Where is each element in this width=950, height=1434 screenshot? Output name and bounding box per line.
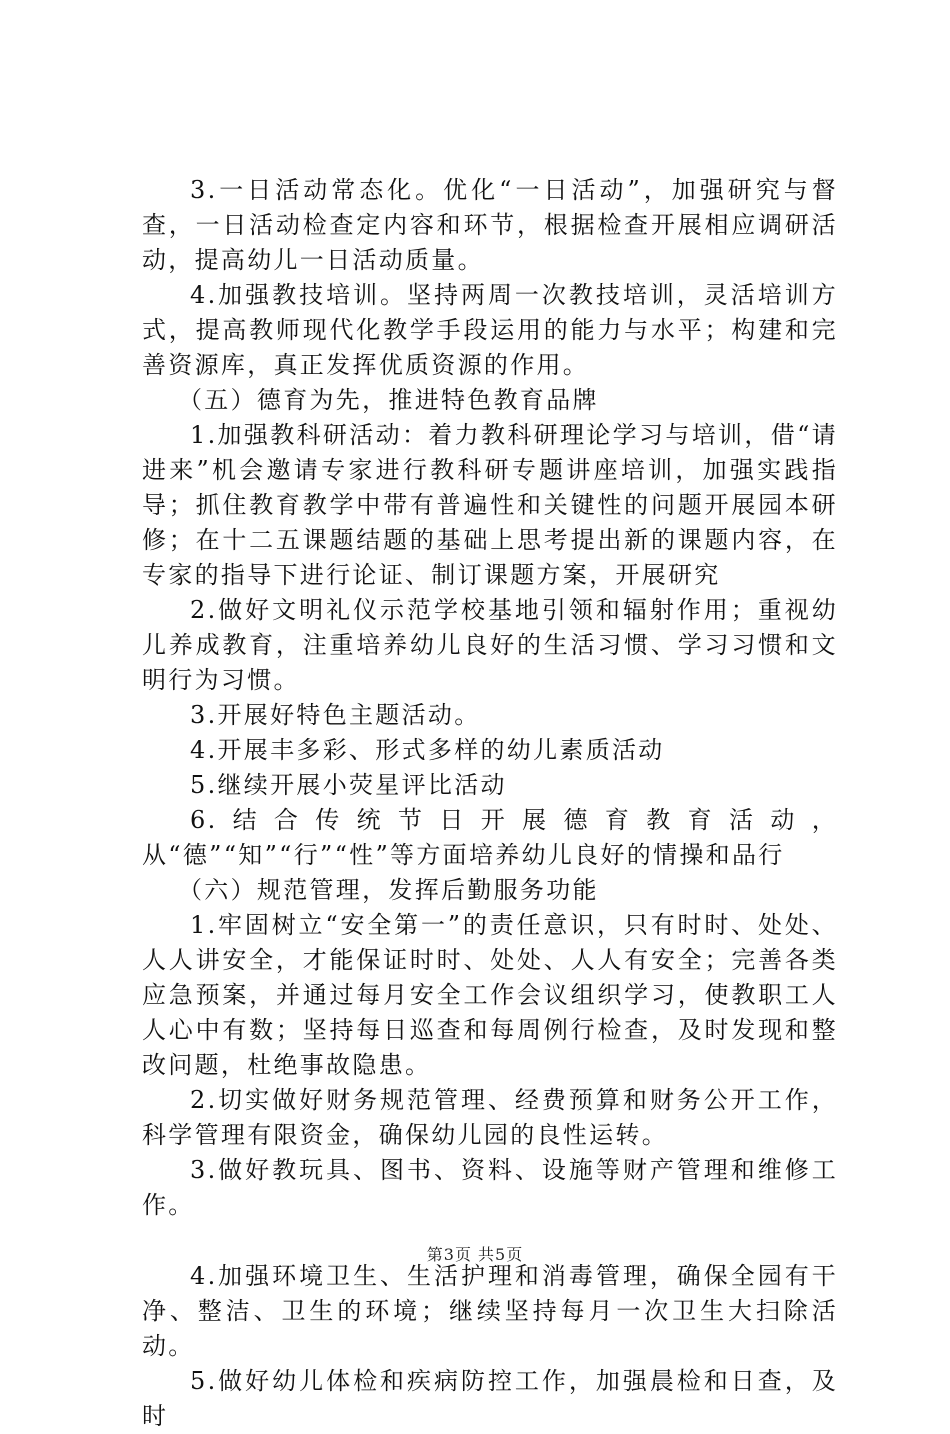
section-heading-management: （六）规范管理，发挥后勤服务功能 — [178, 876, 599, 904]
paragraph-health-check: 5.做好幼儿体检和疾病防控工作，加强晨检和日查，及时 — [142, 1367, 838, 1430]
paragraph-finance-management: 2.切实做好财务规范管理、经费预算和财务公开工作，科学管理有限资金，确保幼儿园的良性运转。 — [142, 1086, 838, 1149]
paragraph-environment-hygiene: 4.加强环境卫生、生活护理和消毒管理，确保全园有干净、整洁、卫生的环境；继续坚持每月一次卫生大扫除活动。 — [142, 1262, 838, 1360]
paragraph-etiquette-school: 2.做好文明礼仪示范学校基地引领和辐射作用；重视幼儿养成教育，注重培养幼儿良好的生活习惯、学习习惯和文明行为习惯。 — [142, 596, 838, 694]
paragraph-theme-activity: 3.开展好特色主题活动。 — [190, 701, 481, 729]
paragraph-property-management: 3.做好教玩具、图书、资料、设施等财产管理和维修工作。 — [142, 1156, 838, 1219]
paragraph-quality-activity: 4.开展丰多彩、形式多样的幼儿素质活动 — [190, 736, 665, 764]
paragraph-research-activity: 1.加强教科研活动：着力教科研理论学习与培训，借“请进来”机会邀请专家进行教科研专题讲座培训，加强实践指导；抓住教育教学中带有普遍性和关键性的问题开展园本研修；在十二五课题结题的基础上思考提出新的课题内容，在专家的指导下进行论证、制订课题方案，开展研究 — [142, 421, 838, 589]
paragraph-festival-education: 6.结合传统节日开展德育教育活动，从“德”“知”“行”“性”等方面培养幼儿良好的情操和品行 — [142, 806, 838, 869]
paragraph-teacher-training: 4.加强教技培训。坚持两周一次教技培训，灵活培训方式，提高教师现代化教学手段运用的能力与水平；构建和完善资源库，真正发挥优质资源的作用。 — [142, 281, 838, 379]
paragraph-daily-activity: 3.一日活动常态化。优化“一日活动”，加强研究与督查，一日活动检查定内容和环节，根据检查开展相应调研活动，提高幼儿一日活动质量。 — [142, 176, 838, 274]
page-number-footer: 第3页 共5页 — [426, 1245, 524, 1264]
paragraph-safety-first: 1.牢固树立“安全第一”的责任意识，只有时时、处处、人人讲安全，才能保证时时、处处、人人有安全；完善各类应急预案，并通过每月安全工作会议组织学习，使教职工人人心中有数；坚持每日巡查和每周例行检查，及时发现和整改问题，杜绝事故隐患。 — [142, 911, 838, 1079]
paragraph-star-selection: 5.继续开展小荧星评比活动 — [190, 771, 507, 799]
section-heading-moral-education: （五）德育为先，推进特色教育品牌 — [178, 386, 599, 414]
